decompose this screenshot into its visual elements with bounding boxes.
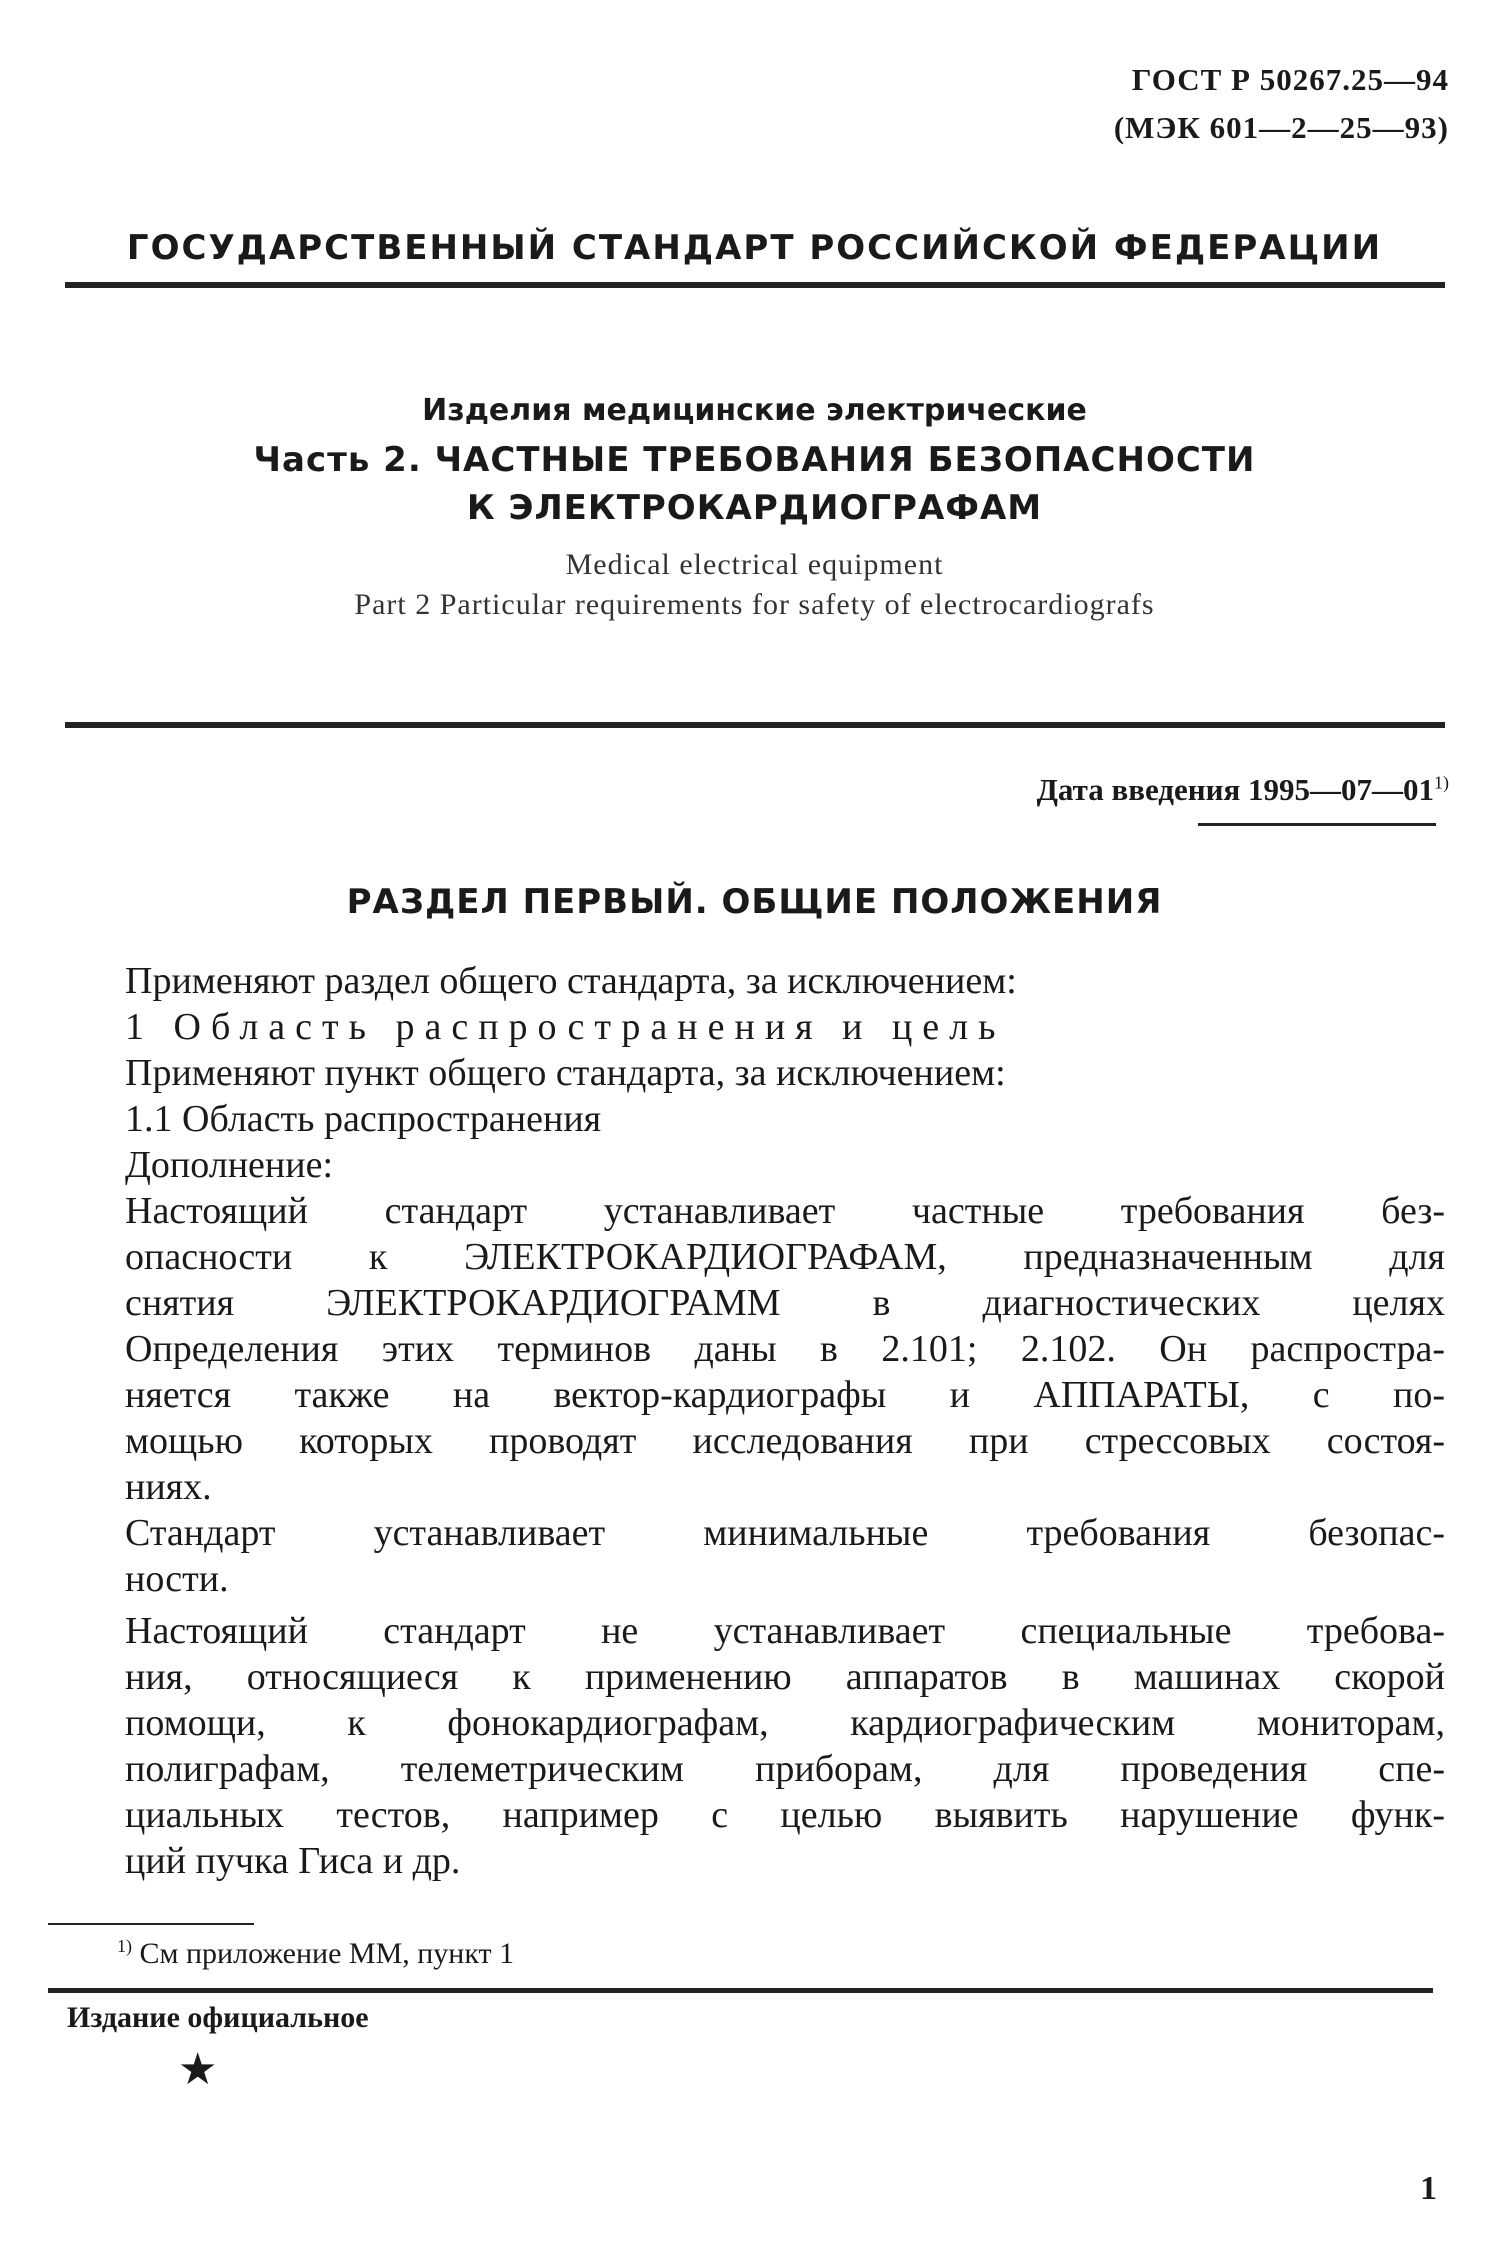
footnote-text: См приложение ММ, пункт 1 <box>139 1937 515 1970</box>
para3-line-3: помощи, к фонокардиографам, кардиографическим мониторам, <box>125 1702 1445 1744</box>
english-title-line-1: Medical electrical equipment <box>565 548 944 581</box>
title-line-3: К ЭЛЕКТРОКАРДИОГРАФАМ <box>466 488 1043 528</box>
line-scope-heading: 1 Область распространения и цель <box>125 1006 1006 1048</box>
section-heading: РАЗДЕЛ ПЕРВЫЙ. ОБЩИЕ ПОЛОЖЕНИЯ <box>346 882 1163 922</box>
bottom-divider <box>48 1988 1433 1993</box>
para1-line-1: Настоящий стандарт устанавливает частные требования без- <box>125 1190 1445 1232</box>
para1-line-5: няется также на вектор-кардиографы и АППАРАТЫ, с по- <box>125 1374 1445 1416</box>
para2-line-1: Стандарт устанавливает минимальные требования безопас- <box>125 1512 1445 1554</box>
para1-line-4: Определения этих терминов даны в 2.101; 2.102. Он распростра- <box>125 1328 1445 1370</box>
page-number: 1 <box>1420 2170 1437 2207</box>
title-line-2: Часть 2. ЧАСТНЫЕ ТРЕБОВАНИЯ БЕЗОПАСНОСТИ <box>253 440 1256 480</box>
date-underline <box>1198 823 1436 826</box>
title-block-divider <box>65 722 1445 728</box>
para3-line-5: циальных тестов, например с целью выявить нарушение функ- <box>125 1794 1445 1836</box>
star-icon: ★ <box>178 2045 218 2094</box>
gost-number: ГОСТ Р 50267.25—94 <box>1131 62 1449 97</box>
para1-line-7: ниях. <box>125 1466 212 1508</box>
line-addition: Дополнение: <box>125 1144 334 1186</box>
para3-line-4: полиграфам, телеметрическим приборам, для проведения спе- <box>125 1748 1445 1790</box>
iec-number: (МЭК 601—2—25—93) <box>1113 110 1449 145</box>
edition-label: Издание официальное <box>67 2001 369 2034</box>
title-divider <box>65 282 1445 288</box>
date-footnote-marker: 1) <box>1434 772 1449 793</box>
english-title-line-2: Part 2 Particular requirements for safety of electrocardiografs <box>354 588 1155 621</box>
title-line-1: Изделия медицинские электрические <box>422 393 1087 428</box>
line-apply-section: Применяют раздел общего стандарта, за исключением: <box>125 960 1017 1002</box>
footnote-marker: 1) <box>117 1936 132 1956</box>
introduction-date <box>1037 772 1449 808</box>
para3-line-6: ций пучка Гиса и др. <box>125 1840 461 1882</box>
footnote <box>117 1936 514 1971</box>
introduction-date-label: Дата введения <box>1036 772 1241 807</box>
standard-title: ГОСУДАРСТВЕННЫЙ СТАНДАРТ РОССИЙСКОЙ ФЕДЕРАЦИИ <box>126 228 1383 268</box>
line-clause-1-1: 1.1 Область распространения <box>125 1098 602 1140</box>
para3-line-1: Настоящий стандарт не устанавливает специальные требова- <box>125 1610 1445 1652</box>
document-number-block <box>1114 56 1449 152</box>
para1-line-6: мощью которых проводят исследования при стрессовых состоя- <box>125 1420 1445 1462</box>
line-apply-clause: Применяют пункт общего стандарта, за исключением: <box>125 1052 1006 1094</box>
para3-line-2: ния, относящиеся к применению аппаратов в машинах скорой <box>125 1656 1445 1698</box>
footnote-divider <box>48 1923 254 1925</box>
introduction-date-value: 1995—07—01 <box>1248 772 1434 807</box>
para1-line-2: опасности к ЭЛЕКТРОКАРДИОГРАФАМ, предназначенным для <box>125 1236 1445 1278</box>
para1-line-3: снятия ЭЛЕКТРОКАРДИОГРАММ в диагностических целях <box>125 1282 1445 1324</box>
para2-line-2: ности. <box>125 1558 229 1600</box>
